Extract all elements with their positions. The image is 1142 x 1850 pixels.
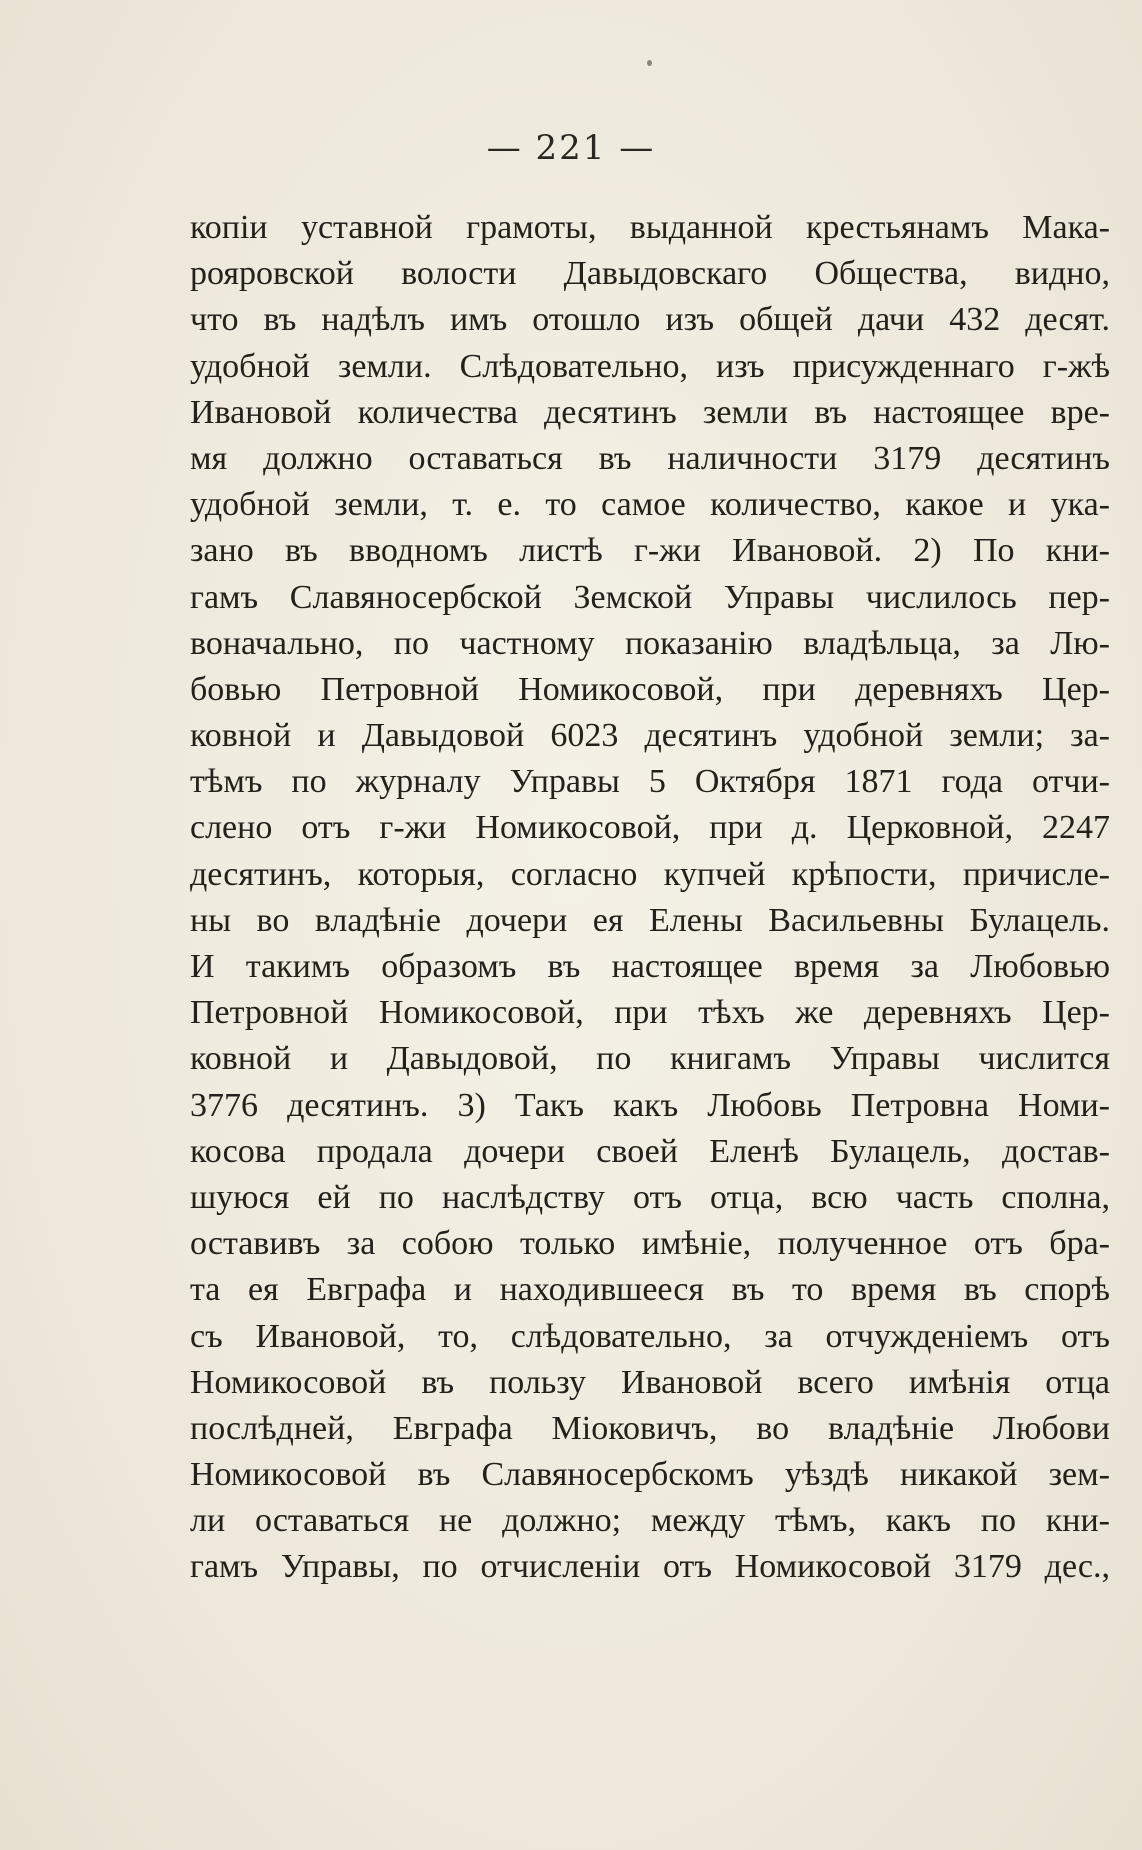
text-line: ли оставаться не должно; между тѣмъ, какъ по кни- [190, 1502, 1110, 1540]
text-line: копіи уставной грамоты, выданной крестьянамъ Мака- [190, 209, 1110, 246]
page-number: — 221 — [486, 128, 656, 168]
text-line: И такимъ образомъ въ настоящее время за Любовью [190, 948, 1110, 985]
text-line: рояровской волости Давыдовскаго Общества, видно, [190, 255, 1110, 293]
text-line: слено отъ г-жи Номикосовой, при д. Церковной, 2247 [190, 809, 1110, 847]
text-line: съ Ивановой, то, слѣдовательно, за отчужденіемъ отъ [190, 1317, 1110, 1355]
text-line: гамъ Славяносербской Земской Управы числилось пер- [190, 578, 1110, 616]
text-line: бовью Петровной Номикосовой, при деревняхъ Цер- [190, 670, 1110, 708]
text-line: послѣдней, Евграфа Міоковичъ, во владѣніе Любови [190, 1409, 1110, 1447]
text-line: что въ надѣлъ имъ отошло изъ общей дачи 432 десят. [190, 301, 1110, 339]
text-line: косова продала дочери своей Еленѣ Булацель, достав- [190, 1132, 1110, 1170]
body-text [190, 205, 1110, 1591]
text-line: оставивъ за собою только имѣніе, полученное отъ бра- [190, 1225, 1110, 1263]
text-line: тѣмъ по журналу Управы 5 Октября 1871 года отчи- [190, 763, 1110, 801]
text-line: та ея Евграфа и находившееся въ то время въ спорѣ [190, 1271, 1110, 1309]
text-line: 3776 десятинъ. 3) Такъ какъ Любовь Петровна Номи- [190, 1086, 1110, 1124]
text-line: десятинъ, которыя, согласно купчей крѣпости, причисле- [190, 855, 1110, 893]
text-line: воначально, по частному показанію владѣльца, за Лю- [190, 624, 1110, 662]
ink-speck [647, 60, 652, 66]
text-line: Ивановой количества десятинъ земли въ настоящее вре- [190, 393, 1110, 431]
text-line: удобной земли. Слѣдовательно, изъ присужденнаго г-жѣ [190, 347, 1110, 385]
text-line: гамъ Управы, по отчисленіи отъ Номикосовой 3179 дес., [190, 1548, 1110, 1586]
text-line: Номикосовой въ пользу Ивановой всего имѣнія отца [190, 1363, 1110, 1401]
text-line: ны во владѣніе дочери ея Елены Васильевны Булацель. [190, 901, 1110, 939]
text-line: мя должно оставаться въ наличности 3179 десятинъ [190, 439, 1110, 477]
text-line: удобной земли, т. е. то самое количество, какое и ука- [190, 486, 1110, 524]
text-line: Петровной Номикосовой, при тѣхъ же деревняхъ Цер- [190, 994, 1110, 1032]
text-line: Номикосовой въ Славяносербскомъ уѣздѣ никакой зем- [190, 1456, 1110, 1494]
text-line: ковной и Давыдовой 6023 десятинъ удобной земли; за- [190, 717, 1110, 755]
text-line: зано въ вводномъ листѣ г-жи Ивановой. 2) По кни- [190, 532, 1110, 570]
text-line: ковной и Давыдовой, по книгамъ Управы числится [190, 1040, 1110, 1078]
text-line: шуюся ей по наслѣдству отъ отца, всю часть сполна, [190, 1178, 1110, 1216]
